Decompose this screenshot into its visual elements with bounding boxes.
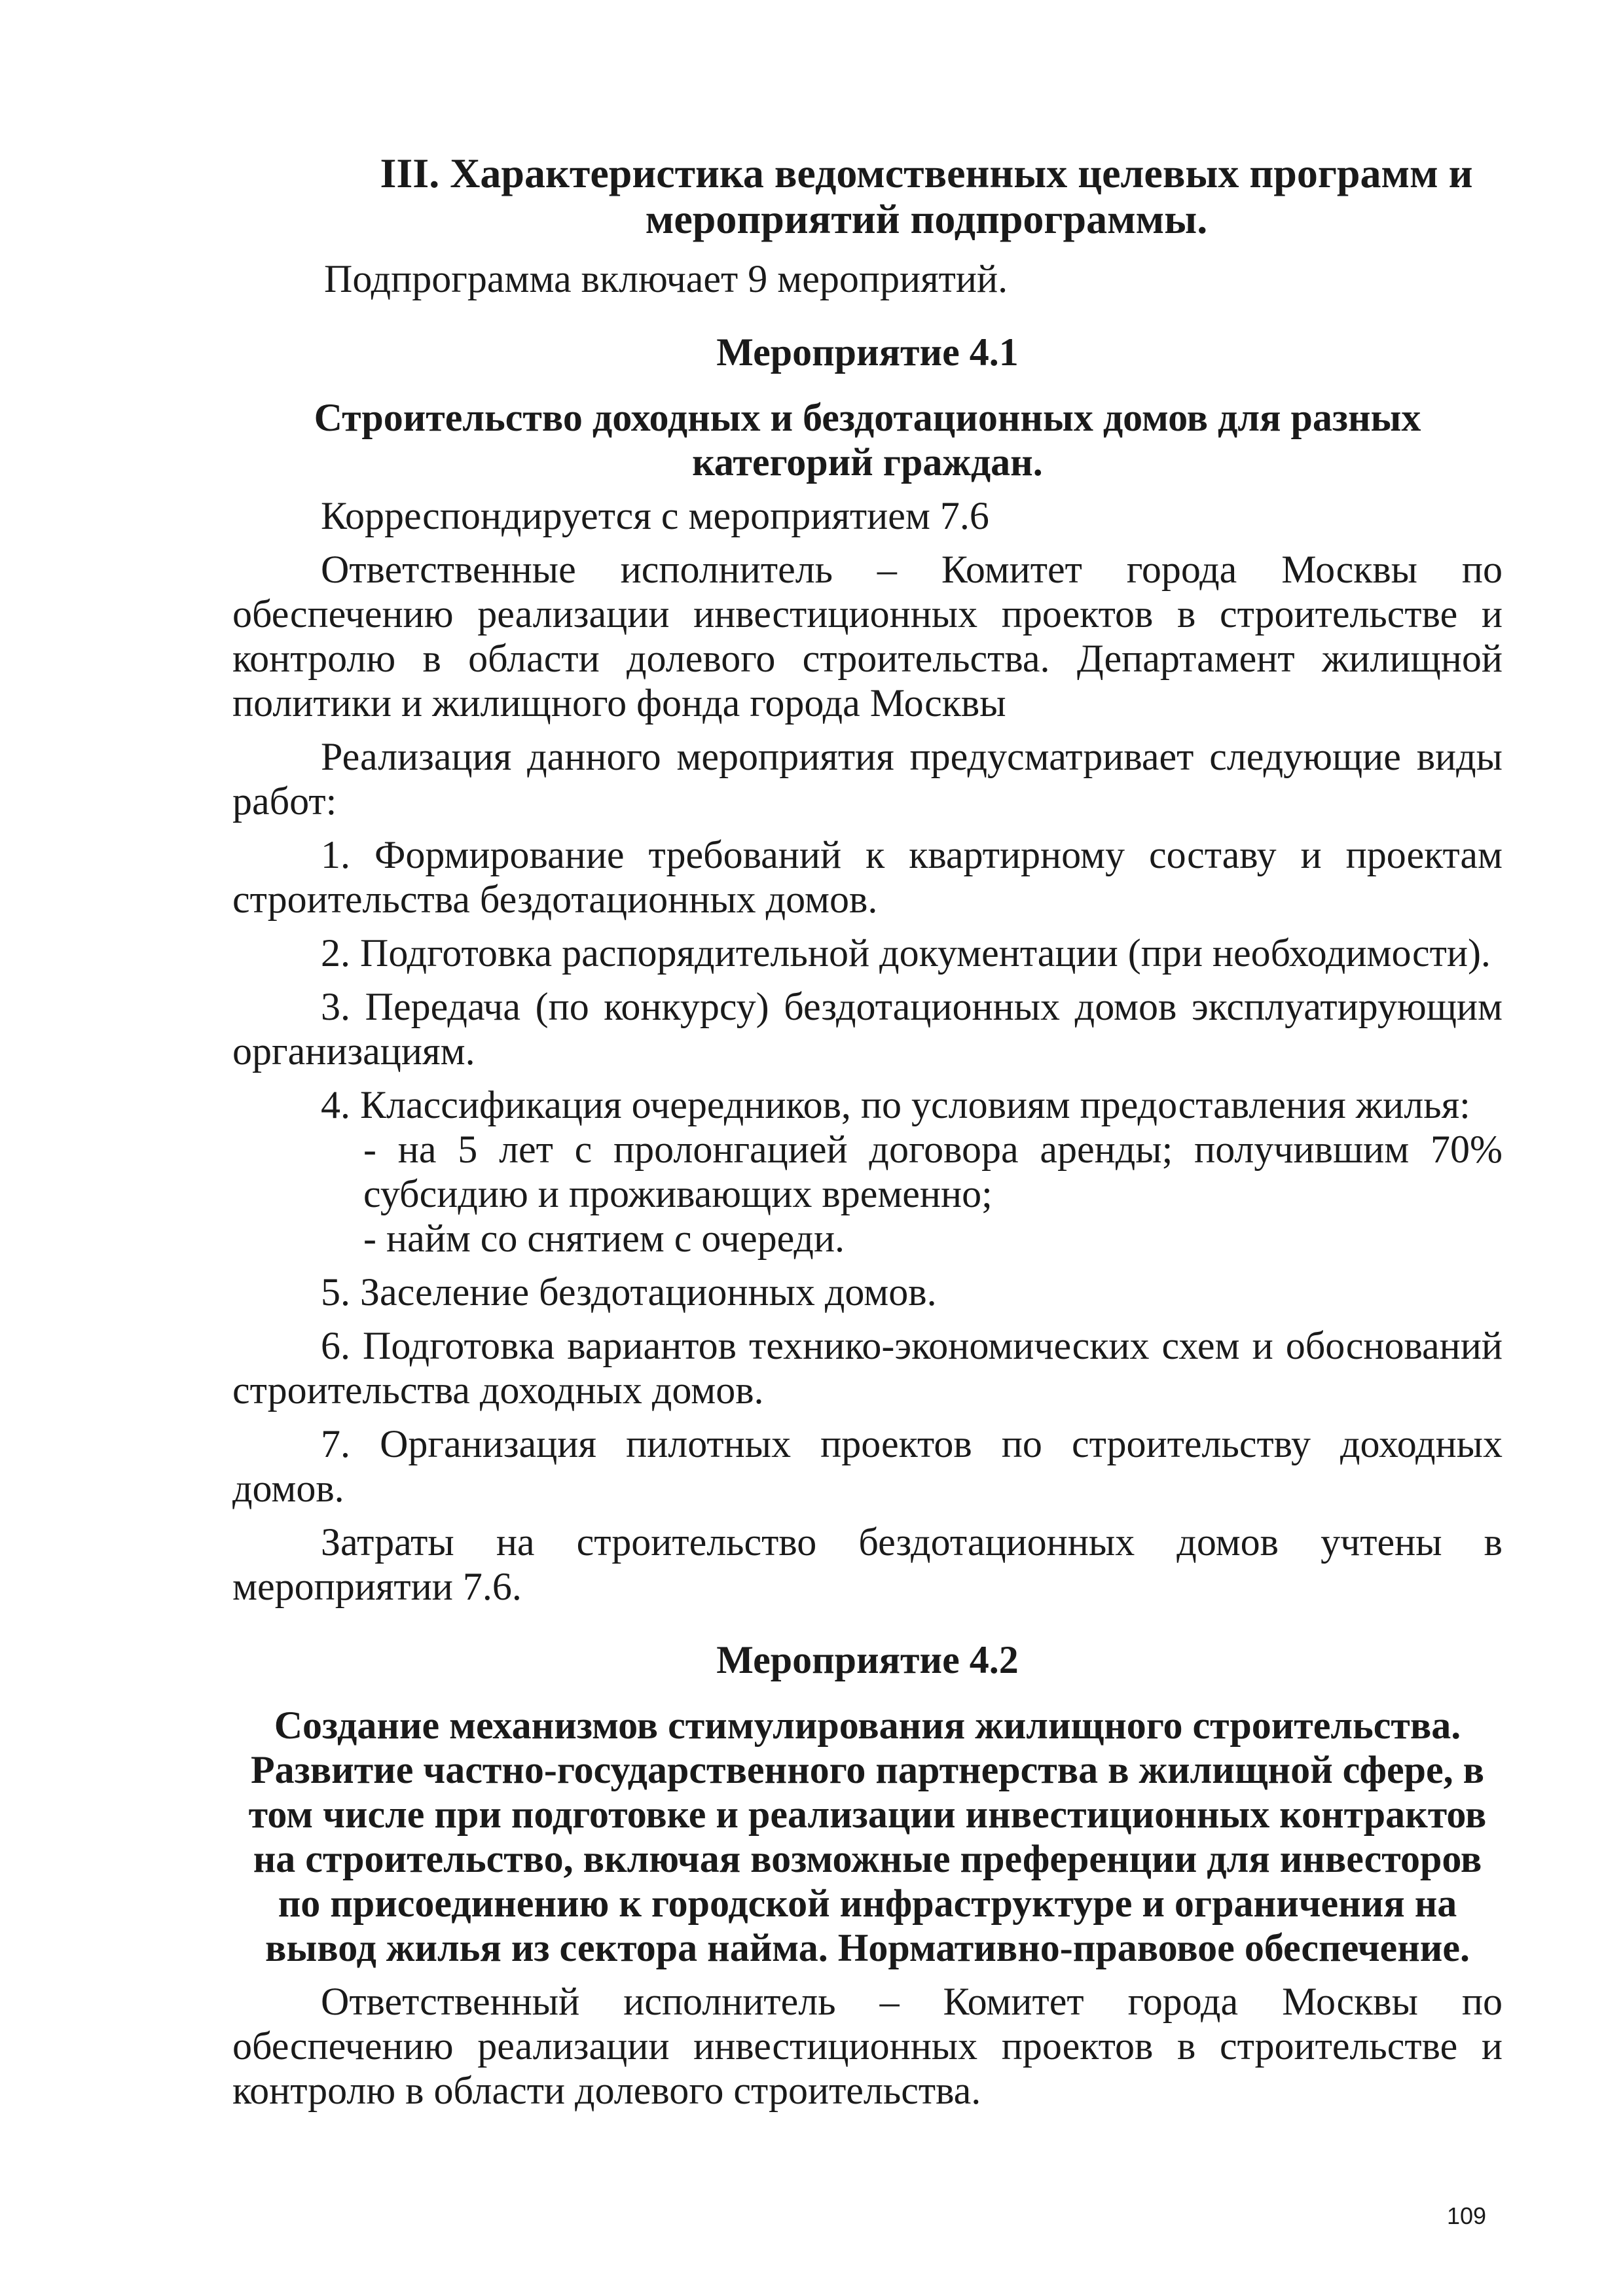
measure-4-1-subitem-1: - на 5 лет с пролонгацией договора аренды; получившим 70% субсидию и проживающих временно;	[363, 1128, 1503, 1215]
section-intro: Подпрограмма включает 9 мероприятий.	[324, 257, 1008, 300]
section-heading	[232, 151, 1503, 242]
measure-4-1-subitem-2: - найм со снятием с очереди.	[363, 1217, 845, 1260]
page-number: 109	[1447, 2202, 1487, 2229]
section-heading-line2: мероприятий подпрограммы.	[645, 196, 1208, 242]
section-heading-line1: III. Характеристика ведомственных целевых программ и	[380, 150, 1473, 196]
document-page	[232, 151, 1503, 2113]
measure-4-1-item-1: 1. Формирование требований к квартирному составу и проектам строительства бездотационных домов.	[232, 833, 1503, 921]
measure-4-1-item-2: 2. Подготовка распорядительной документации (при необходимости).	[321, 931, 1491, 975]
measure-4-1-subitems	[232, 1127, 1503, 1261]
measure-4-1-title: Мероприятие 4.1	[716, 331, 1019, 374]
measure-4-1-costs: Затраты на строительство бездотационных домов учтены в мероприятии 7.6.	[232, 1520, 1503, 1608]
measure-4-1-subtitle-line2: категорий граждан.	[692, 440, 1043, 484]
measure-4-1-item-6: 6. Подготовка вариантов технико-экономических схем и обоснований строительства доходных домов.	[232, 1324, 1503, 1412]
measure-4-2-subtitle: Создание механизмов стимулирования жилищного строительства. Развитие частно-государственного партнерства в жилищной сфере, в том числе при подготовке и реализации инвестиционных контрактов на строительство, включая возможные преференции для инвесторов по присоединению к городской инфраструктуре и ограничения на вывод жилья из сектора найма. Нормативно-правовое обеспечение.	[248, 1704, 1487, 1969]
measure-4-1-subtitle-line1: Строительство доходных и бездотационных домов для разных	[314, 396, 1421, 439]
measure-4-1-item-5: 5. Заселение бездотационных домов.	[321, 1270, 937, 1314]
measure-4-1-correlates: Корреспондируется с мероприятием 7.6	[321, 494, 989, 537]
measure-4-1-responsible: Ответственные исполнитель – Комитет города Москвы по обеспечению реализации инвестиционных проектов в строительстве и контролю в области долевого строительства. Департамент жилищной политики и жилищного фонда города Москвы	[232, 548, 1503, 725]
measure-4-1-item-4: 4. Классификация очередников, по условиям предоставления жилья:	[321, 1083, 1470, 1126]
measure-4-1-work-intro: Реализация данного мероприятия предусматривает следующие виды работ:	[232, 735, 1503, 823]
measure-4-1-item-3: 3. Передача (по конкурсу) бездотационных домов эксплуатирующим организациям.	[232, 985, 1503, 1073]
measure-4-1-item-7: 7. Организация пилотных проектов по строительству доходных домов.	[232, 1422, 1503, 1510]
measure-4-1-subtitle	[232, 395, 1503, 484]
measure-4-2-responsible: Ответственный исполнитель – Комитет города Москвы по обеспечению реализации инвестиционных проектов в строительстве и контролю в области долевого строительства.	[232, 1980, 1503, 2112]
measure-4-2-title: Мероприятие 4.2	[716, 1638, 1019, 1681]
